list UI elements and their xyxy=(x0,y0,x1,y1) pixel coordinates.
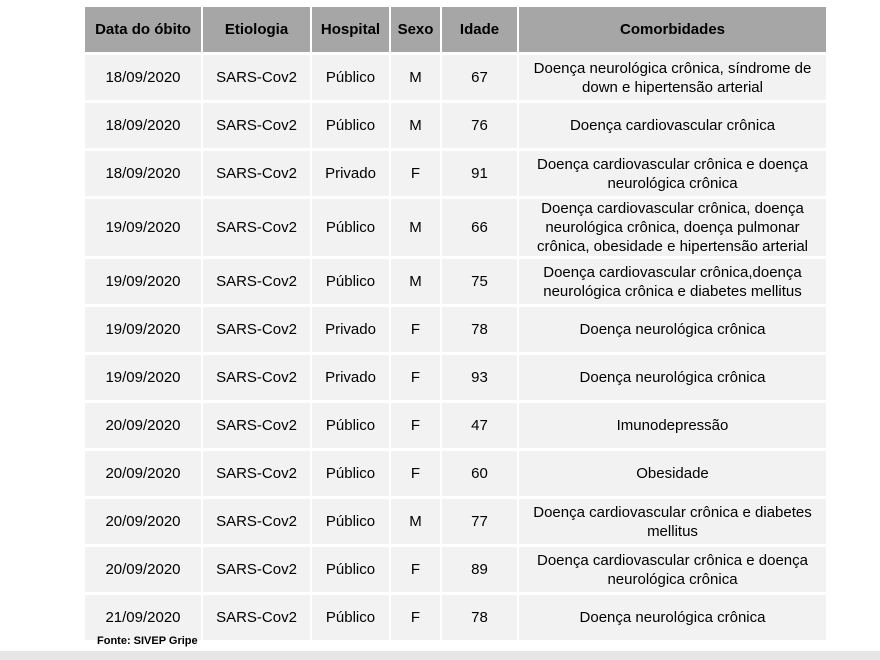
date-cell: 20/09/2020 xyxy=(85,403,201,448)
date-cell: 18/09/2020 xyxy=(85,151,201,196)
hospital-cell: Público xyxy=(312,451,389,496)
hospital-cell: Público xyxy=(312,595,389,640)
comorbidities-cell: Doença cardiovascular crônica e doença neurológica crônica xyxy=(519,151,826,196)
etiology-cell: SARS-Cov2 xyxy=(203,151,310,196)
bottom-divider xyxy=(0,651,880,660)
comorbidities-cell: Doença cardiovascular crônica,doença neurológica crônica e diabetes mellitus xyxy=(519,259,826,304)
sex-cell: F xyxy=(391,307,440,352)
comorbidities-cell: Doença neurológica crônica xyxy=(519,355,826,400)
date-cell: 19/09/2020 xyxy=(85,307,201,352)
sex-cell: F xyxy=(391,547,440,592)
sex-cell: M xyxy=(391,103,440,148)
comorbidities-cell: Doença neurológica crônica xyxy=(519,595,826,640)
age-cell: 78 xyxy=(442,595,517,640)
sex-cell: F xyxy=(391,355,440,400)
sex-cell: F xyxy=(391,403,440,448)
age-cell: 89 xyxy=(442,547,517,592)
header-sexo: Sexo xyxy=(391,7,440,52)
comorbidities-cell: Imunodepressão xyxy=(519,403,826,448)
header-data-do-obito: Data do óbito xyxy=(85,7,201,52)
date-cell: 20/09/2020 xyxy=(85,451,201,496)
age-cell: 47 xyxy=(442,403,517,448)
comorbidities-cell: Doença cardiovascular crônica e diabetes mellitus xyxy=(519,499,826,544)
age-cell: 78 xyxy=(442,307,517,352)
table-row xyxy=(85,55,826,100)
date-cell: 19/09/2020 xyxy=(85,259,201,304)
hospital-cell: Privado xyxy=(312,307,389,352)
etiology-cell: SARS-Cov2 xyxy=(203,547,310,592)
table-row xyxy=(85,499,826,544)
comorbidities-cell: Doença cardiovascular crônica, doença neurológica crônica, doença pulmonar crônica, obesidade e hipertensão arterial xyxy=(519,199,826,256)
etiology-cell: SARS-Cov2 xyxy=(203,403,310,448)
etiology-cell: SARS-Cov2 xyxy=(203,103,310,148)
hospital-cell: Privado xyxy=(312,355,389,400)
comorbidities-cell: Doença cardiovascular crônica e doença neurológica crônica xyxy=(519,547,826,592)
table-row xyxy=(85,451,826,496)
comorbidities-cell: Doença neurológica crônica xyxy=(519,307,826,352)
sex-cell: M xyxy=(391,199,440,256)
sex-cell: M xyxy=(391,55,440,100)
hospital-cell: Público xyxy=(312,499,389,544)
date-cell: 21/09/2020 xyxy=(85,595,201,640)
sex-cell: M xyxy=(391,259,440,304)
table-row xyxy=(85,199,826,256)
comorbidities-cell: Obesidade xyxy=(519,451,826,496)
table-header-row xyxy=(85,7,826,52)
etiology-cell: SARS-Cov2 xyxy=(203,595,310,640)
hospital-cell: Público xyxy=(312,259,389,304)
age-cell: 75 xyxy=(442,259,517,304)
header-comorbidades: Comorbidades xyxy=(519,7,826,52)
hospital-cell: Público xyxy=(312,103,389,148)
comorbidities-cell: Doença cardiovascular crônica xyxy=(519,103,826,148)
date-cell: 19/09/2020 xyxy=(85,355,201,400)
source-note: Fonte: SIVEP Gripe xyxy=(97,635,198,647)
table-body xyxy=(85,55,826,640)
date-cell: 19/09/2020 xyxy=(85,199,201,256)
hospital-cell: Privado xyxy=(312,151,389,196)
sex-cell: F xyxy=(391,151,440,196)
date-cell: 18/09/2020 xyxy=(85,55,201,100)
age-cell: 91 xyxy=(442,151,517,196)
age-cell: 76 xyxy=(442,103,517,148)
table-row xyxy=(85,259,826,304)
etiology-cell: SARS-Cov2 xyxy=(203,451,310,496)
deaths-table xyxy=(83,4,828,643)
sex-cell: F xyxy=(391,595,440,640)
age-cell: 77 xyxy=(442,499,517,544)
age-cell: 60 xyxy=(442,451,517,496)
etiology-cell: SARS-Cov2 xyxy=(203,55,310,100)
etiology-cell: SARS-Cov2 xyxy=(203,499,310,544)
header-hospital: Hospital xyxy=(312,7,389,52)
date-cell: 20/09/2020 xyxy=(85,499,201,544)
table-row xyxy=(85,547,826,592)
age-cell: 93 xyxy=(442,355,517,400)
hospital-cell: Público xyxy=(312,199,389,256)
date-cell: 20/09/2020 xyxy=(85,547,201,592)
sex-cell: F xyxy=(391,451,440,496)
comorbidities-cell: Doença neurológica crônica, síndrome de down e hipertensão arterial xyxy=(519,55,826,100)
hospital-cell: Público xyxy=(312,547,389,592)
etiology-cell: SARS-Cov2 xyxy=(203,307,310,352)
etiology-cell: SARS-Cov2 xyxy=(203,259,310,304)
etiology-cell: SARS-Cov2 xyxy=(203,199,310,256)
table-row xyxy=(85,103,826,148)
sex-cell: M xyxy=(391,499,440,544)
hospital-cell: Público xyxy=(312,403,389,448)
header-etiologia: Etiologia xyxy=(203,7,310,52)
table-row xyxy=(85,355,826,400)
hospital-cell: Público xyxy=(312,55,389,100)
table-row xyxy=(85,595,826,640)
age-cell: 66 xyxy=(442,199,517,256)
header-idade: Idade xyxy=(442,7,517,52)
table-row xyxy=(85,307,826,352)
age-cell: 67 xyxy=(442,55,517,100)
etiology-cell: SARS-Cov2 xyxy=(203,355,310,400)
table-row xyxy=(85,403,826,448)
date-cell: 18/09/2020 xyxy=(85,103,201,148)
table-row xyxy=(85,151,826,196)
